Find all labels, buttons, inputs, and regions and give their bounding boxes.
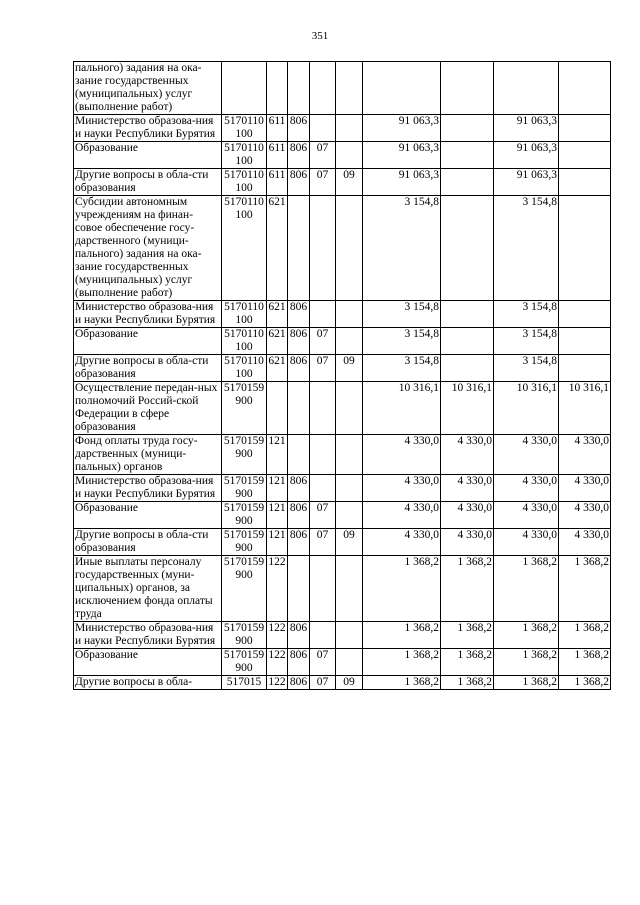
amount-2-cell	[441, 196, 494, 301]
amount-4-cell	[559, 196, 611, 301]
amount-1-cell: 3 154,8	[363, 196, 441, 301]
expense-type-cell: 621	[267, 301, 288, 328]
section-cell: 07	[310, 328, 336, 355]
target-code-cell: 5170159900	[222, 649, 267, 676]
item-name-cell: Фонд оплаты труда госу-дарственных (муници-пальных) органов	[74, 435, 222, 475]
expense-type-cell: 611	[267, 115, 288, 142]
amount-1-cell: 4 330,0	[363, 435, 441, 475]
budget-table-body	[74, 62, 611, 690]
expense-type-cell: 122	[267, 622, 288, 649]
target-code-cell: 5170110100	[222, 196, 267, 301]
ministry-code-cell: 806	[288, 649, 310, 676]
amount-2-cell: 1 368,2	[441, 649, 494, 676]
section-cell: 07	[310, 529, 336, 556]
expense-type-cell: 611	[267, 169, 288, 196]
table-row	[74, 502, 611, 529]
target-code-cell: 5170159900	[222, 556, 267, 622]
ministry-code-cell: 806	[288, 115, 310, 142]
ministry-code-cell	[288, 62, 310, 115]
table-row	[74, 649, 611, 676]
amount-4-cell: 4 330,0	[559, 475, 611, 502]
amount-2-cell: 4 330,0	[441, 435, 494, 475]
expense-type-cell: 121	[267, 435, 288, 475]
section-cell: 07	[310, 142, 336, 169]
amount-4-cell: 4 330,0	[559, 529, 611, 556]
target-code-cell: 5170159900	[222, 529, 267, 556]
amount-3-cell: 3 154,8	[494, 355, 559, 382]
table-row	[74, 475, 611, 502]
amount-1-cell: 4 330,0	[363, 529, 441, 556]
expense-type-cell: 621	[267, 355, 288, 382]
item-name-cell: Субсидии автономным учреждениям на финан-совое обеспечение госу-дарственного (муници-пального) задания на ока-зание государственных (муниципальных) услуг (выполнение работ)	[74, 196, 222, 301]
amount-4-cell: 10 316,1	[559, 382, 611, 435]
table-row	[74, 328, 611, 355]
expense-type-cell: 122	[267, 556, 288, 622]
expense-type-cell	[267, 62, 288, 115]
subsection-cell: 09	[336, 169, 363, 196]
subsection-cell	[336, 142, 363, 169]
expense-type-cell: 621	[267, 196, 288, 301]
expense-type-cell: 122	[268, 676, 286, 688]
item-name-cell: Другие вопросы в обла-сти образования	[74, 529, 222, 556]
subsection-cell	[336, 622, 363, 649]
target-code-cell: 5170110100	[222, 115, 267, 142]
amount-2-cell	[441, 355, 494, 382]
item-name-cell: Министерство образова-ния и науки Республики Бурятия	[74, 622, 222, 649]
expense-type-cell: 121	[267, 475, 288, 502]
subsection-cell	[336, 301, 363, 328]
amount-2-cell: 4 330,0	[441, 475, 494, 502]
amount-2-cell	[441, 328, 494, 355]
table-row	[74, 115, 611, 142]
target-code-cell: 5170159900	[222, 622, 267, 649]
section-cell	[310, 475, 336, 502]
target-code-cell: 5170159900	[222, 502, 267, 529]
section-cell: 07	[310, 169, 336, 196]
subsection-cell	[336, 328, 363, 355]
ministry-code-cell: 806	[288, 328, 310, 355]
item-name-cell: Министерство образова-ния и науки Республики Бурятия	[74, 475, 222, 502]
amount-3-cell: 4 330,0	[494, 475, 559, 502]
target-code-cell: 5170159900	[222, 435, 267, 475]
ministry-code-cell: 806	[288, 142, 310, 169]
amount-3-cell: 91 063,3	[494, 115, 559, 142]
expense-type-cell: 121	[267, 529, 288, 556]
amount-1-cell: 91 063,3	[363, 142, 441, 169]
table-row	[74, 169, 611, 196]
item-name-cell: Образование	[74, 502, 222, 529]
amount-2-cell: 1 368,2	[441, 556, 494, 622]
subsection-cell	[336, 556, 363, 622]
ministry-code-cell	[288, 435, 310, 475]
target-code-cell	[222, 62, 267, 115]
section-cell	[310, 196, 336, 301]
target-code-cell: 5170110100	[222, 301, 267, 328]
subsection-cell	[336, 382, 363, 435]
expense-type-cell: 621	[267, 328, 288, 355]
amount-1-cell: 10 316,1	[363, 382, 441, 435]
item-name-cell: Министерство образова-ния и науки Республики Бурятия	[74, 115, 222, 142]
amount-2-cell	[441, 142, 494, 169]
amount-4-cell: 1 368,2	[559, 622, 611, 649]
ministry-code-cell: 806	[288, 169, 310, 196]
section-cell	[310, 115, 336, 142]
amount-3-cell: 4 330,0	[494, 502, 559, 529]
amount-3-cell: 3 154,8	[494, 328, 559, 355]
table-row	[74, 142, 611, 169]
amount-4-cell	[559, 115, 611, 142]
table-row	[74, 622, 611, 649]
amount-4-cell: 1 368,2	[559, 676, 611, 690]
amount-4-cell: 1 368,2	[559, 556, 611, 622]
amount-1-cell: 3 154,8	[363, 328, 441, 355]
budget-table	[73, 61, 611, 690]
item-name-cell: пального) задания на ока-зание государственных (муниципальных) услуг (выполнение работ)	[74, 62, 222, 115]
amount-1-cell: 4 330,0	[363, 502, 441, 529]
amount-3-cell: 3 154,8	[494, 301, 559, 328]
amount-2-cell	[441, 301, 494, 328]
target-code-cell: 5170110100	[222, 142, 267, 169]
subsection-cell	[336, 115, 363, 142]
subsection-cell: 09	[336, 355, 363, 382]
amount-4-cell	[559, 142, 611, 169]
expense-type-cell: 611	[267, 142, 288, 169]
item-name-cell: Образование	[74, 142, 222, 169]
target-code-cell: 5170110100	[222, 328, 267, 355]
section-cell	[310, 301, 336, 328]
amount-4-cell	[559, 62, 611, 115]
amount-1-cell: 1 368,2	[363, 622, 441, 649]
amount-2-cell	[441, 62, 494, 115]
table-row	[74, 301, 611, 328]
amount-3-cell: 10 316,1	[494, 382, 559, 435]
amount-2-cell: 1 368,2	[441, 622, 494, 649]
table-row	[74, 529, 611, 556]
amount-4-cell	[559, 355, 611, 382]
target-code-cell: 5170159900	[222, 475, 267, 502]
target-code-cell: 5170110100	[222, 169, 267, 196]
subsection-cell	[336, 649, 363, 676]
amount-3-cell: 4 330,0	[494, 529, 559, 556]
target-code-cell: 5170110100	[222, 355, 267, 382]
amount-3-cell: 1 368,2	[494, 676, 559, 690]
table-row	[74, 556, 611, 622]
subsection-cell	[336, 475, 363, 502]
section-cell: 07	[310, 676, 336, 690]
ministry-code-cell: 806	[288, 529, 310, 556]
amount-1-cell: 3 154,8	[363, 355, 441, 382]
ministry-code-cell: 806	[288, 622, 310, 649]
section-cell	[310, 622, 336, 649]
amount-3-cell: 91 063,3	[494, 169, 559, 196]
table-row	[74, 355, 611, 382]
ministry-code-cell: 806	[288, 301, 310, 328]
ministry-code-cell	[288, 196, 310, 301]
section-cell: 07	[310, 649, 336, 676]
target-code-cell: 5170159900	[222, 382, 267, 435]
amount-1-cell: 91 063,3	[363, 115, 441, 142]
amount-4-cell	[559, 169, 611, 196]
section-cell: 07	[310, 355, 336, 382]
amount-2-cell: 4 330,0	[441, 529, 494, 556]
amount-3-cell: 1 368,2	[494, 622, 559, 649]
ministry-code-cell: 806	[288, 502, 310, 529]
subsection-cell	[336, 196, 363, 301]
amount-3-cell: 3 154,8	[494, 196, 559, 301]
ministry-code-cell: 806	[288, 355, 310, 382]
item-name-cell: Другие вопросы в обла-сти образования	[74, 169, 222, 196]
ministry-code-cell: 806	[288, 676, 310, 690]
section-cell	[310, 556, 336, 622]
amount-2-cell: 1 368,2	[441, 676, 494, 690]
amount-1-cell	[363, 62, 441, 115]
amount-4-cell	[559, 301, 611, 328]
amount-2-cell	[441, 169, 494, 196]
section-cell	[310, 62, 336, 115]
ministry-code-cell: 806	[288, 475, 310, 502]
amount-4-cell	[559, 328, 611, 355]
section-cell	[310, 435, 336, 475]
subsection-cell	[336, 502, 363, 529]
amount-3-cell: 1 368,2	[494, 556, 559, 622]
page-number: 351	[311, 30, 329, 42]
item-name-cell: Осуществление передан-ных полномочий Россий-ской Федерации в сфере образования	[74, 382, 222, 435]
item-name-cell: Образование	[74, 649, 222, 676]
amount-2-cell: 4 330,0	[441, 502, 494, 529]
subsection-cell	[336, 62, 363, 115]
item-name-cell: Другие вопросы в обла-	[74, 676, 222, 690]
ministry-code-cell	[288, 382, 310, 435]
amount-1-cell: 1 368,2	[363, 649, 441, 676]
subsection-cell	[336, 435, 363, 475]
subsection-cell: 09	[336, 676, 363, 690]
amount-4-cell: 1 368,2	[559, 649, 611, 676]
ministry-code-cell	[288, 556, 310, 622]
table-row	[74, 435, 611, 475]
amount-3-cell: 4 330,0	[494, 435, 559, 475]
amount-1-cell: 4 330,0	[363, 475, 441, 502]
amount-3-cell: 1 368,2	[494, 649, 559, 676]
table-row	[74, 382, 611, 435]
amount-1-cell: 91 063,3	[363, 169, 441, 196]
expense-type-cell: 122	[267, 649, 288, 676]
subsection-cell: 09	[336, 529, 363, 556]
amount-2-cell: 10 316,1	[441, 382, 494, 435]
amount-2-cell	[441, 115, 494, 142]
amount-1-cell: 3 154,8	[363, 301, 441, 328]
table-row	[74, 196, 611, 301]
item-name-cell: Иные выплаты персоналу государственных (муни-ципальных) органов, за исключением фонда оплаты труда	[74, 556, 222, 622]
amount-3-cell	[494, 62, 559, 115]
table-row	[74, 676, 611, 690]
item-name-cell: Другие вопросы в обла-сти образования	[74, 355, 222, 382]
amount-4-cell: 4 330,0	[559, 502, 611, 529]
section-cell	[310, 382, 336, 435]
expense-type-cell	[267, 382, 288, 435]
amount-4-cell: 4 330,0	[559, 435, 611, 475]
amount-1-cell: 1 368,2	[363, 556, 441, 622]
item-name-cell: Министерство образова-ния и науки Республики Бурятия	[74, 301, 222, 328]
expense-type-cell: 121	[267, 502, 288, 529]
section-cell: 07	[310, 502, 336, 529]
item-name-cell: Образование	[74, 328, 222, 355]
amount-3-cell: 91 063,3	[494, 142, 559, 169]
amount-1-cell: 1 368,2	[363, 676, 441, 690]
target-code-cell: 517015	[222, 676, 267, 690]
table-row	[74, 62, 611, 115]
